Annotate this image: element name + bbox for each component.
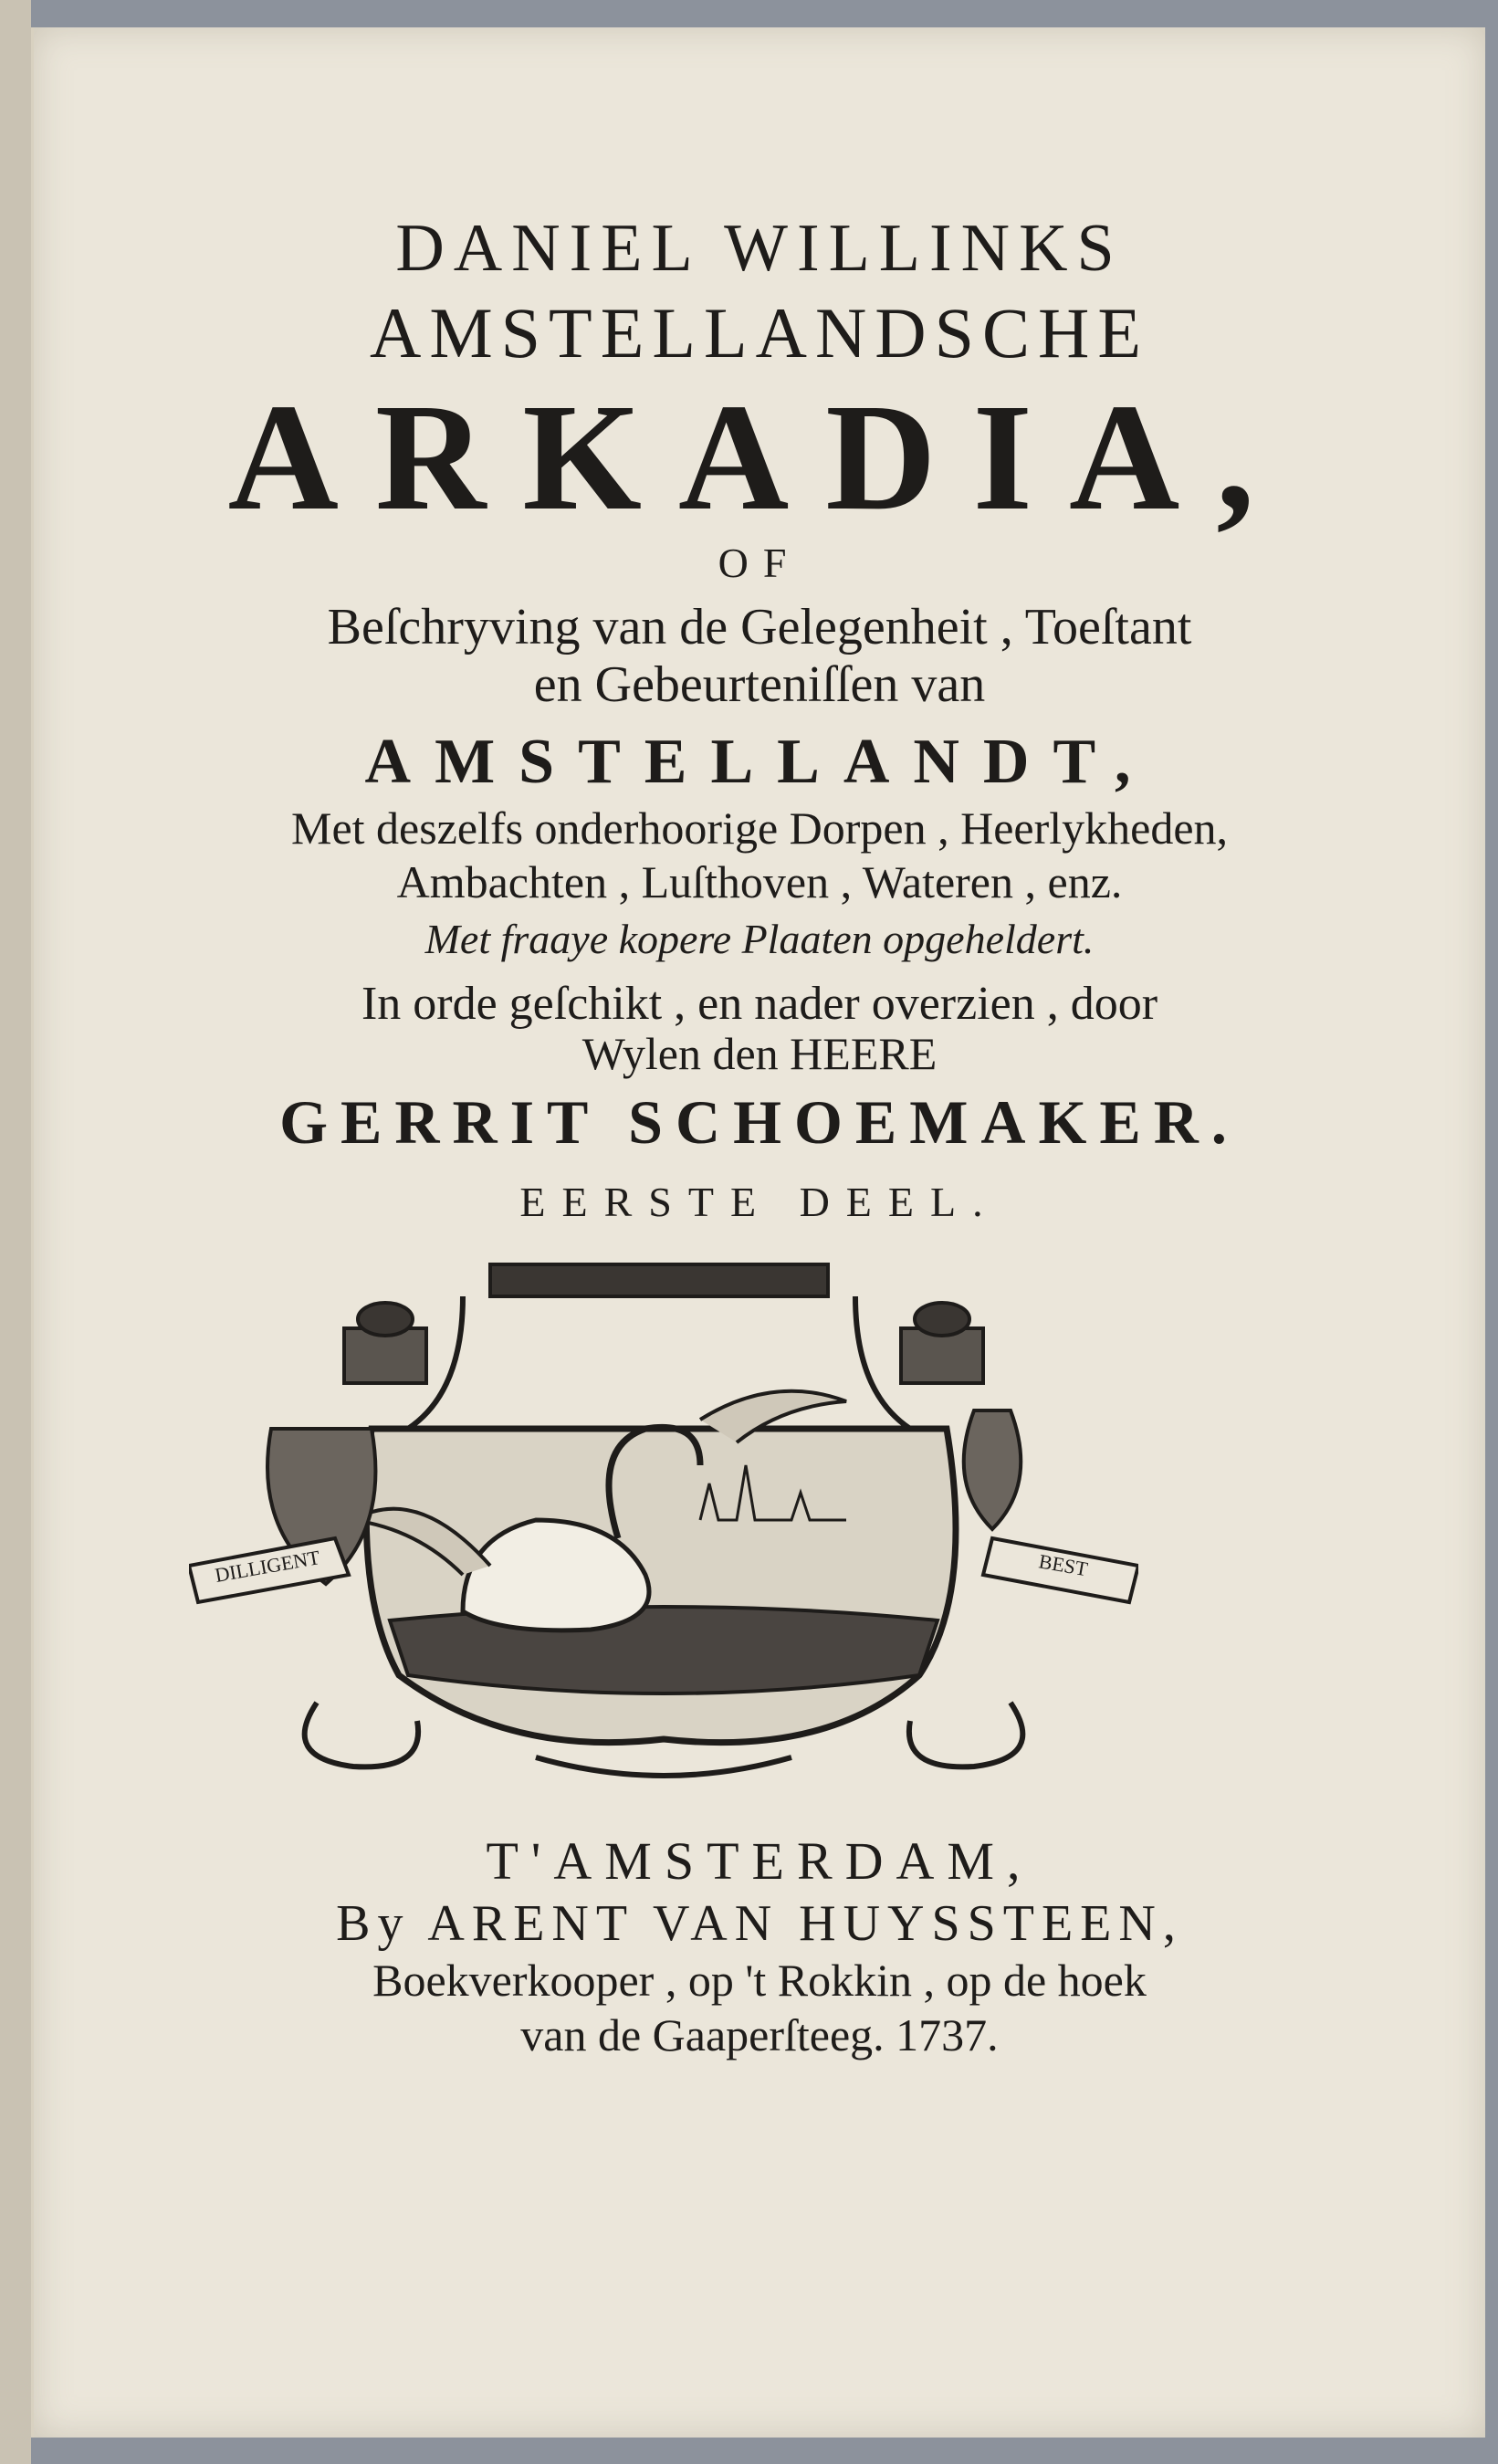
imprint-shop-line-1: Boekverkooper , op 't Rokkin , op de hoek — [372, 1955, 1147, 2006]
with-line-1: Met deszelfs onderhoorige Dorpen , Heerlykheden, — [290, 802, 1229, 854]
volume-part: EERSTE DEEL. — [519, 1179, 1000, 1225]
imprint-publisher: By ARENT VAN HUYSSTEEN, — [336, 1895, 1183, 1952]
title-page — [31, 27, 1485, 2438]
left-ribbon-text: DILLIGENT — [213, 1546, 322, 1587]
pediment-block — [490, 1264, 828, 1296]
book-spine-edge — [0, 0, 31, 2464]
cartouche-frame — [366, 1429, 956, 1743]
water — [390, 1607, 938, 1693]
subtitle-line: AMSTELLANDSCHE — [369, 293, 1149, 372]
plates-line: Met fraaye kopere Plaaten opgeheldert. — [424, 916, 1095, 962]
with-line-2: Ambachten , Luſthoven , Wateren , enz. — [396, 856, 1123, 907]
right-lyre — [964, 1410, 1021, 1529]
imprint-shop-line-2: van de Gaaperſteeg. 1737. — [520, 2009, 999, 2060]
engraved-vignette — [189, 1246, 1138, 1803]
order-line-1: In orde geſchikt , en nader overzien , door — [361, 978, 1158, 1030]
main-title: ARKADIA, — [227, 372, 1292, 542]
place-name: AMSTELLANDT, — [364, 727, 1155, 797]
imprint-city: T'AMSTERDAM, — [486, 1831, 1033, 1891]
of-line: OF — [718, 540, 801, 586]
description-line-1: Beſchryving van de Gelegenheit , Toeſtant — [327, 599, 1192, 655]
right-ribbon-text: BEST — [1037, 1549, 1090, 1581]
description-line-2: en Gebeurteniſſen van — [533, 656, 986, 713]
editor-name: GERRIT SCHOEMAKER. — [279, 1087, 1240, 1157]
order-line-2: Wylen den HEERE — [581, 1028, 938, 1079]
author-line: DANIEL WILLINKS — [395, 211, 1124, 286]
